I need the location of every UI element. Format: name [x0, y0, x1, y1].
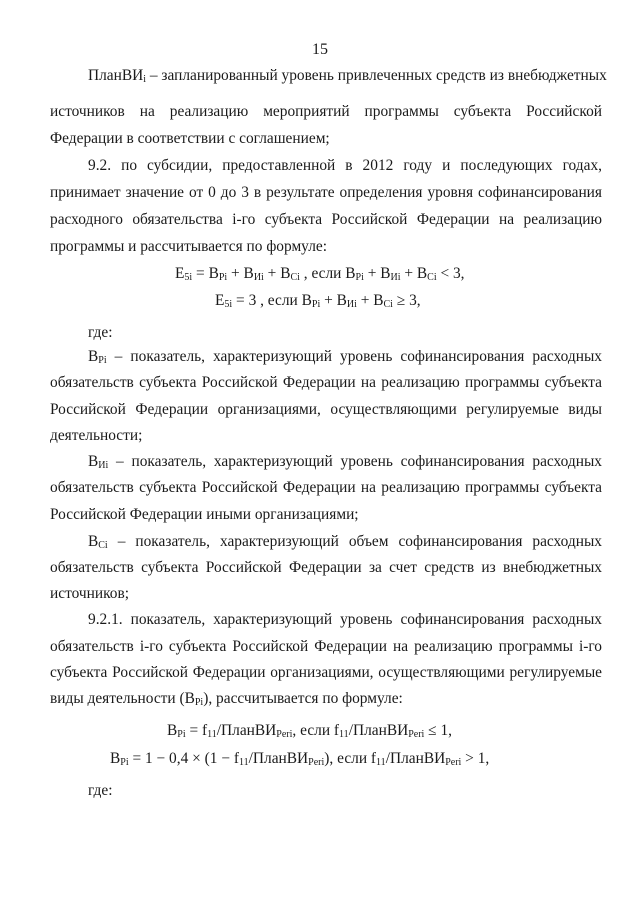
- text-line: расходного обязательства i-го субъекта Российской Федерации на реализацию: [50, 211, 602, 228]
- text-line: обязательств i-го субъекта Российской Федерации на реализацию программы i-го: [50, 638, 602, 655]
- text-line: деятельности;: [50, 427, 143, 444]
- text-line: ПланВИ$_i$ – запланированный уровень привлеченных средств из внебюджетных: [88, 67, 607, 85]
- formula-line: $E_{5i} = 3$ , если $B_{Pi} + B_{Иi} + B_{Ci} \ge 3$,: [215, 292, 421, 310]
- formula-line: $E_{5i} = B_{Pi} + B_{Иi} + B_{Ci}$ , если $B_{Pi} + B_{Иi} + B_{Ci} < 3$,: [175, 265, 465, 283]
- page-number: 15: [312, 41, 328, 58]
- text-line: обязательств субъекта Российской Федерации на реализацию программы субъекта: [50, 479, 602, 496]
- text-line: принимает значение от 0 до 3 в результате определения уровня софинансирования: [50, 184, 602, 201]
- text-line: $B_{Иi}$ – показатель, характеризующий уровень софинансирования расходных: [88, 453, 602, 471]
- text-line: обязательств субъекта Российской Федерации на реализацию программы субъекта: [50, 374, 602, 391]
- text-line: обязательств субъекта Российской Федерации за счет средств из внебюджетных: [50, 559, 602, 576]
- text-line: Федерации в соответствии с соглашением;: [50, 130, 330, 147]
- text-line: 9.2.1. показатель, характеризующий уровень софинансирования расходных: [88, 611, 602, 628]
- text-line: Российской Федерации иными организациями;: [50, 506, 359, 523]
- text-line: Российской Федерации организациями, осуществляющими регулируемые виды: [50, 401, 602, 418]
- text-line: $B_{Ci}$ – показатель, характеризующий объем софинансирования расходных: [88, 533, 602, 551]
- where-label: где:: [88, 324, 113, 341]
- text-line: источников;: [50, 585, 130, 602]
- text-line: 9.2. по субсидии, предоставленной в 2012 году и последующих годах,: [88, 157, 602, 174]
- formula-line: $B_{Pi} = 1 - 0,4 \times (1$ − $f_{11}/ПланВИ_{Peri}$), если $f_{11}/ПланВИ_{Peri} > 1$,: [110, 750, 490, 768]
- where-label: где:: [88, 782, 113, 799]
- text-line: программы и рассчитывается по формуле:: [50, 238, 327, 255]
- text-line: $B_{Pi}$ – показатель, характеризующий уровень софинансирования расходных: [88, 348, 602, 366]
- text-line: источников на реализацию мероприятий программы субъекта Российской: [50, 103, 602, 120]
- formula-line: $B_{Pi}$ = $f_{11}/ПланВИ_{Peri}$, если $f_{11}/ПланВИ_{Peri} \le 1$,: [167, 722, 453, 740]
- text-line: виды деятельности $(B_{Pi})$, рассчитывается по формуле:: [50, 690, 403, 708]
- text-line: субъекта Российской Федерации организациями, осуществляющими регулируемые: [50, 664, 602, 681]
